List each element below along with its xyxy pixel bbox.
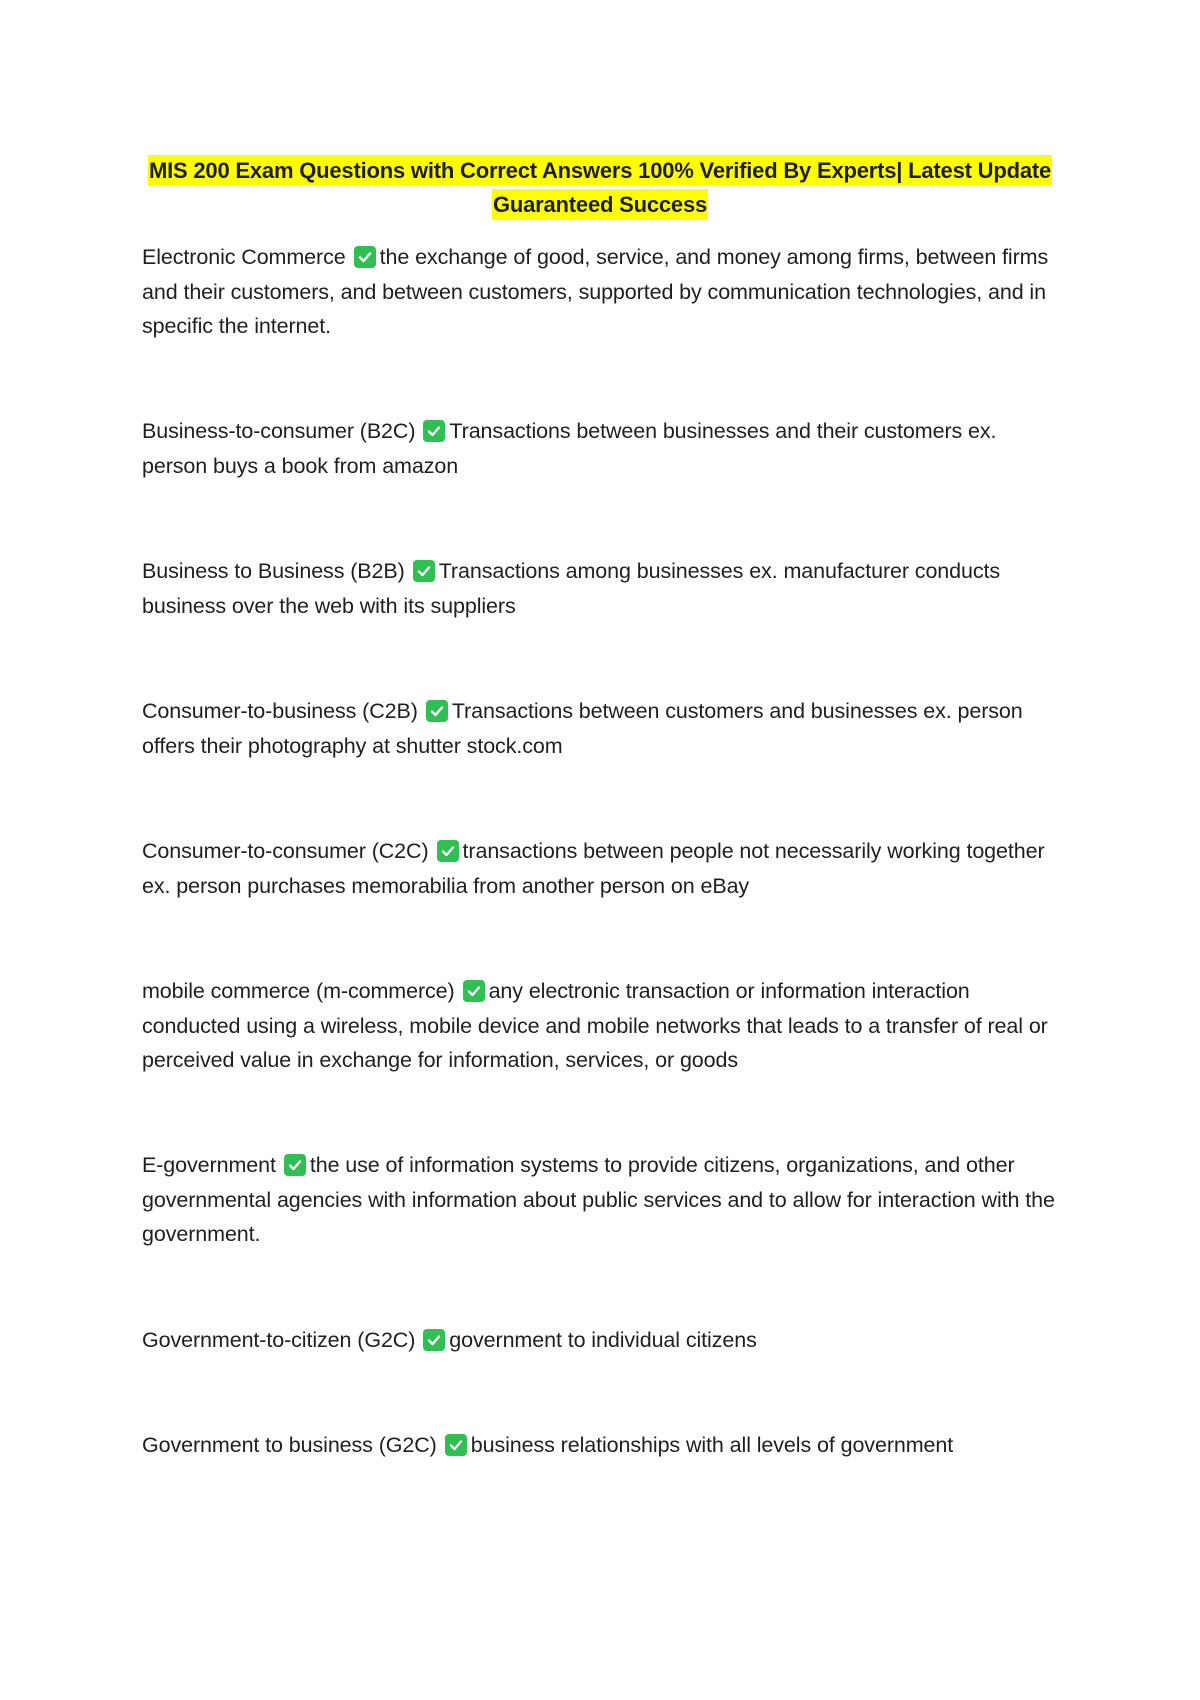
entry-definition: Transactions between customers and businesses ex. person offers their photography at shutter stock.com (142, 699, 1023, 758)
entry-definition: the use of information systems to provide citizens, organizations, and other governmental agencies with information about public services and to allow for interaction with the government. (142, 1153, 1055, 1246)
entry-definition: transactions between people not necessarily working together ex. person purchases memorabilia from another person on eBay (142, 839, 1045, 898)
document-title-block (140, 154, 1060, 222)
entry-definition: the exchange of good, service, and money among firms, between firms and their customers, and between customers, supported by communication technologies, and in specific the internet. (142, 245, 1049, 338)
entry-term: Government to business (G2C) (142, 1433, 437, 1457)
qa-entry-electronic-commerce (142, 240, 1062, 344)
green-checkmark-icon (426, 700, 448, 722)
green-checkmark-icon (463, 980, 485, 1002)
qa-entry-m-commerce (142, 974, 1062, 1078)
entry-term: Government-to-citizen (G2C) (142, 1328, 416, 1352)
qa-entry-c2b (142, 694, 1062, 763)
entry-term: Consumer-to-consumer (C2C) (142, 839, 429, 863)
entry-term: Consumer-to-business (C2B) (142, 699, 418, 723)
green-checkmark-icon (413, 560, 435, 582)
qa-entry-b2b (142, 554, 1062, 623)
green-checkmark-icon (445, 1434, 467, 1456)
entry-definition: any electronic transaction or information interaction conducted using a wireless, mobile device and mobile networks that leads to a transfer of real or perceived value in exchange for information, services, or goods (142, 979, 1048, 1072)
entry-definition: Transactions among businesses ex. manufacturer conducts business over the web with its suppliers (142, 559, 1001, 618)
qa-entry-g2c (142, 1323, 1062, 1358)
entry-term: E-government (142, 1153, 276, 1177)
green-checkmark-icon (284, 1154, 306, 1176)
entry-term: Business-to-consumer (B2C) (142, 419, 416, 443)
green-checkmark-icon (354, 246, 376, 268)
document-title: MIS 200 Exam Questions with Correct Answers 100% Verified By Experts| Latest Update Guaranteed Success (148, 155, 1052, 220)
qa-entry-g2b (142, 1428, 1062, 1463)
green-checkmark-icon (423, 1329, 445, 1351)
qa-entry-b2c (142, 414, 1062, 483)
entry-definition: business relationships with all levels of government (470, 1433, 954, 1457)
qa-entry-e-government (142, 1148, 1062, 1252)
entry-term: Electronic Commerce (142, 245, 346, 269)
entry-term: Business to Business (B2B) (142, 559, 405, 583)
entry-definition: Transactions between businesses and their customers ex. person buys a book from amazon (142, 419, 997, 478)
green-checkmark-icon (437, 840, 459, 862)
entry-definition: government to individual citizens (449, 1328, 757, 1352)
qa-entry-c2c (142, 834, 1062, 903)
green-checkmark-icon (423, 420, 445, 442)
entry-term: mobile commerce (m-commerce) (142, 979, 455, 1003)
